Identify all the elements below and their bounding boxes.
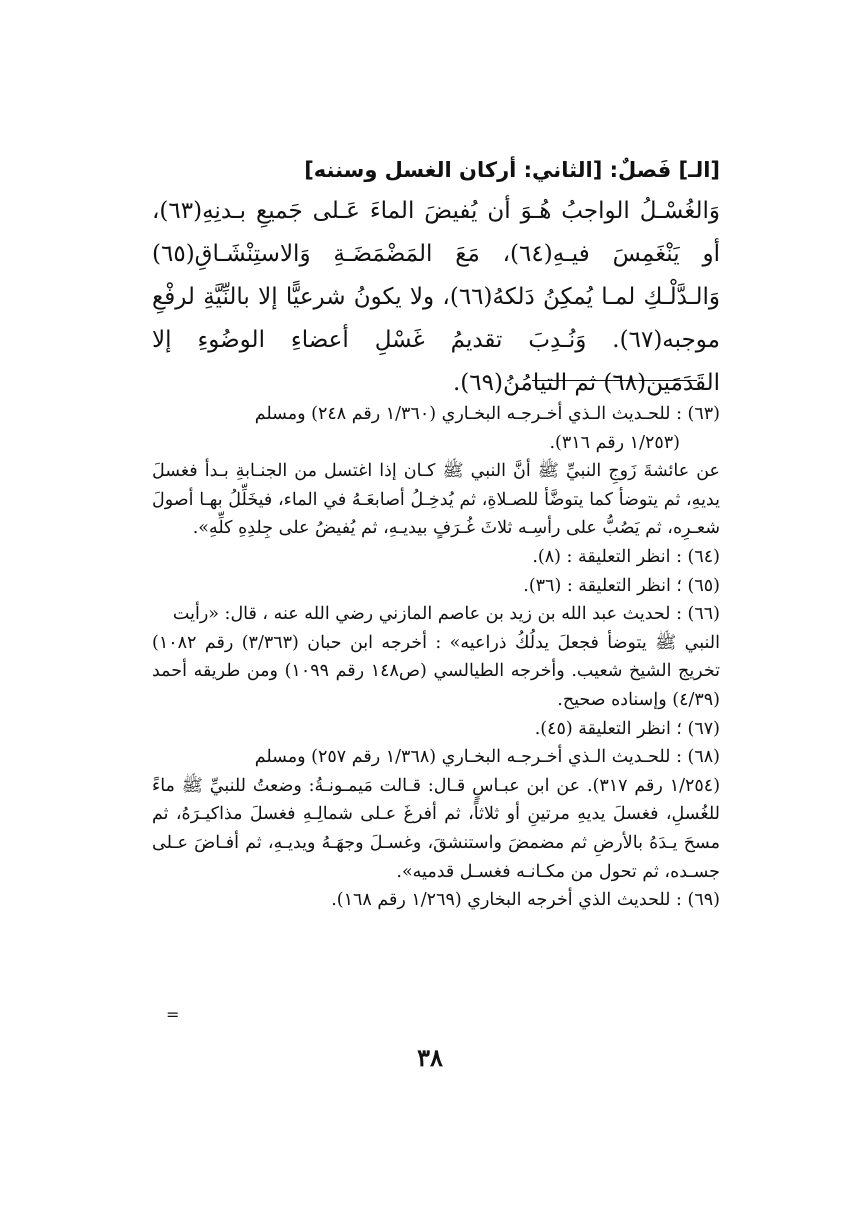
footnote-line: (٦٧) ؛ انظر التعليقة (٤٥). bbox=[534, 718, 720, 739]
footnote-65 bbox=[152, 572, 720, 601]
main-paragraph: وَالغُسْـلُ الواجبُ هُـوَ أن يُفيضَ الماءَ عَـلى جَميعِ بـدنِهِ(٦٣)، أو يَنْغَمِسَ فيـهِ(٦٤)، مَعَ المَضْمَضَـةِ وَالاستِنْشَـاقِ(٦٥) وَالـدَّلْـكِ لمـا يُمكِنُ دَلكهُ(٦٦)، ولا يكونُ شرعيًّا إلا بالنِّيَّةِ لرفْعِ موجبه(٦٧). وَنُـدِبَ تقديمُ غَسْلِ أعضاءِ الوضُوءِ إلا القَدَمَين(٦٨) ثم التيامُنُ(٦٩). bbox=[152, 198, 720, 396]
footnote-continuation: (١/٢٥٣ رقم ٣١٦). bbox=[549, 432, 680, 453]
footnote-66 bbox=[152, 600, 720, 714]
margin-mark: = bbox=[166, 1005, 180, 1024]
footnote-line: (٦٩) : للحديث الذي أخرجه البخاري (١/٢٦٩ رقم ١٦٨). bbox=[331, 890, 720, 911]
footnote-separator bbox=[532, 380, 697, 381]
footnote-line: (٦٦) : لحديث عبد الله بن زيد بن عاصم المازني رضي الله عنه ، قال: «رأيت bbox=[172, 604, 720, 625]
footnote-line: (٦٥) ؛ انظر التعليقة : (٣٦). bbox=[523, 575, 720, 596]
footnote-64 bbox=[152, 543, 720, 572]
footnote-67 bbox=[152, 715, 720, 744]
section-heading: [الـ] فَصلٌ: [الثاني: أركان الغسل وسننه] bbox=[304, 158, 720, 182]
footnote-69 bbox=[152, 886, 720, 915]
footnote-68 bbox=[152, 743, 720, 886]
main-text bbox=[152, 190, 720, 405]
footnote-line: (٦٨) : للحـديث الـذي أخـرجـه البخـاري (١/٣٦٨ رقم ٢٥٧) ومسلم bbox=[254, 747, 720, 768]
footnote-continuation: (١/٢٥٤ رقم ٣١٧). عن ابن عبـاسٍ قـال: قـالت مَيمـونـةُ: وضعتُ للنبيِّ ﷺ ماءً للغُسلِ، فغسلَ يديهِ مرتينِ أو ثلاثاً، ثم أفرغَ عـلى شمالِـهِ فغسلَ مذاكيـرَهُ، ثم مسحَ يـدَهُ بالأرضِ ثم مضمضَ واستنشقَ، وغسـلَ وجهَـهُ ويديـهِ، ثم أفـاضَ عـلى جسـده، ثم تحول من مكـانـه فغسـل قدميه». bbox=[152, 775, 721, 882]
footnotes bbox=[152, 400, 720, 915]
footnote-63 bbox=[152, 400, 720, 543]
footnote-line: (٦٤) : انظر التعليقة : (٨). bbox=[532, 546, 720, 567]
page-number: ٣٨ bbox=[417, 1043, 443, 1072]
footnote-line: (٦٣) : للحـديث الـذي أخـرجـه البخـاري (١/٣٦٠ رقم ٢٤٨) ومسلم bbox=[254, 404, 720, 424]
footnote-hadith-text: عن عائشةَ زَوجِ النبيِّ ﷺ أنَّ النبي ﷺ كـان إذا اغتسل من الجنـابةِ بـدأ فغسلَ يديهِ، ثم يتوضأ كما يتوضَّأ للصـلاةِ، ثم يُدخِـلُ أصابعَـهُ في الماء، فيخَلِّلُ بهـا أصولَ شعـرِه، ثم يَصُبُّ على رأسِـه ثلاثَ غُـرَفٍ بيديـهِ، ثم يُفيضُ على جِلدِهِ كلِّهِ». bbox=[152, 461, 720, 539]
footnote-continuation: النبي ﷺ يتوضأ فجعلَ يدلُكُ ذراعيه» : أخرجه ابن حبان (٣/٣٦٣) رقم ١٠٨٢) تخريج الشيخ شعيب. وأخرجه الطيالسي (ص١٤٨ رقم ١٠٩٩) ومن طريقه أحمد (٤/٣٩) وإسناده صحيح. bbox=[152, 632, 721, 710]
